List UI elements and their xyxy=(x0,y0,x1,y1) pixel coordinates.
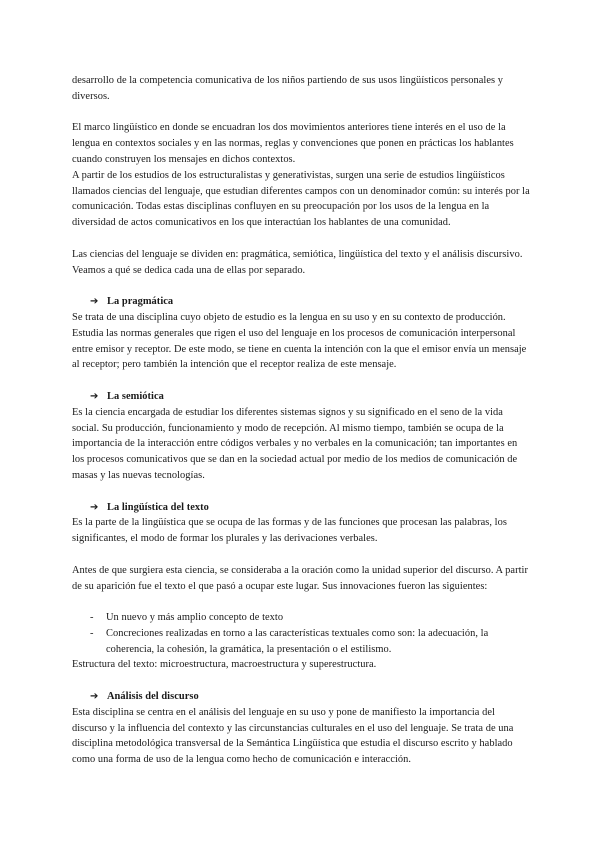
section-heading-text: La pragmática xyxy=(107,296,174,308)
section-heading xyxy=(90,689,532,705)
list-item-text: Concreciones realizadas en torno a las características textuales como son: la adecuación, la coherencia, la cohesión, la gramática, la presentación o el estilismo. xyxy=(106,627,489,655)
section-heading xyxy=(90,389,532,405)
list-item-text: Un nuevo y más amplio concepto de texto xyxy=(106,612,284,624)
paragraph: desarrollo de la competencia comunicativa de los niños partiendo de sus usos lingüísticos personales y diversos. xyxy=(72,75,504,102)
section-heading-text: La lingüística del texto xyxy=(107,501,209,513)
document-page xyxy=(72,73,532,768)
paragraph: Las ciencias del lenguaje se dividen en: pragmática, semiótica, lingüística del texto y el análisis discursivo. Veamos a qué se dedica cada una de ellas por separado. xyxy=(72,248,523,276)
arrow-icon: ➔ xyxy=(90,691,99,703)
section-body: Esta disciplina se centra en el análisis del lenguaje en su uso y pone de manifiesto la importancia del discurso y la influencia del contexto y las circunstancias culturales en el uso del lenguaje. Se trata de una disciplina metodológica transversal de la Semántica Lingüística que estudia el discurso escrito y hablado como una forma de uso de la lengua como hecho de comunicación e interacción. xyxy=(72,706,514,766)
section-heading xyxy=(90,294,532,310)
section-body: Es la ciencia encargada de estudiar los diferentes sistemas signos y su significado en el seno de la vida social. Su producción, funcionamiento y modo de recepción. Al mismo tiempo, también se ocupa de la importancia de la interacción entre códigos verbales y no verbales en la comunicación; tan importantes en los procesos comunicativos que se dan en la sociedad actual por medio de los medios de comunicación de masas y las nuevas tecnologías. xyxy=(72,406,518,481)
section-body: Se trata de una disciplina cuyo objeto de estudio es la lengua en su uso y en su contexto de producción. Estudia las normas generales que rigen el uso del lenguaje en los procesos de comunicación interpersonal entre emisor y receptor. De este modo, se tiene en cuenta la intención con la que el emisor envía un mensaje al receptor; pero también la intención que el receptor realiza de este mensaje. xyxy=(72,311,527,371)
paragraph: El marco lingüístico en donde se encuadran los dos movimientos anteriores tiene interés en el uso de la lengua en contextos sociales y en las normas, reglas y convenciones que ponen en prácticas los hablantes cuando construyen los mensajes en dichos contextos. xyxy=(72,122,514,165)
dash-bullet: - xyxy=(90,612,94,624)
section-body: Es la parte de la lingüística que se ocupa de las formas y de las funciones que procesan las palabras, los significantes, el modo de formar los plurales y las derivaciones verbales. xyxy=(72,517,507,545)
dash-bullet: - xyxy=(90,627,94,639)
section-heading xyxy=(90,500,532,516)
paragraph: A partir de los estudios de los estructuralistas y generativistas, surgen una serie de estudios lingüísticos llamados ciencias del lenguaje, que estudian diferentes campos con un denominador común: su interés por la comunicación. Todas estas disciplinas confluyen en su preocupación por los usos de la lengua en la diversidad de actos comunicativos en los que interactúan los hablantes de una comunidad. xyxy=(72,169,530,229)
arrow-icon: ➔ xyxy=(90,296,99,308)
section-body: Estructura del texto: microestructura, macroestructura y superestructura. xyxy=(72,659,377,671)
dash-list xyxy=(72,610,532,657)
list-item xyxy=(72,610,532,626)
arrow-icon: ➔ xyxy=(90,390,99,402)
list-item xyxy=(72,626,532,658)
arrow-icon: ➔ xyxy=(90,501,99,513)
section-body: Antes de que surgiera esta ciencia, se consideraba a la oración como la unidad superior del discurso. A partir de su aparición fue el texto el que pasó a ocupar este lugar. Sus innovaciones fueron las siguientes: xyxy=(72,564,528,592)
section-heading-text: Análisis del discurso xyxy=(107,691,199,703)
section-heading-text: La semiótica xyxy=(107,390,164,402)
